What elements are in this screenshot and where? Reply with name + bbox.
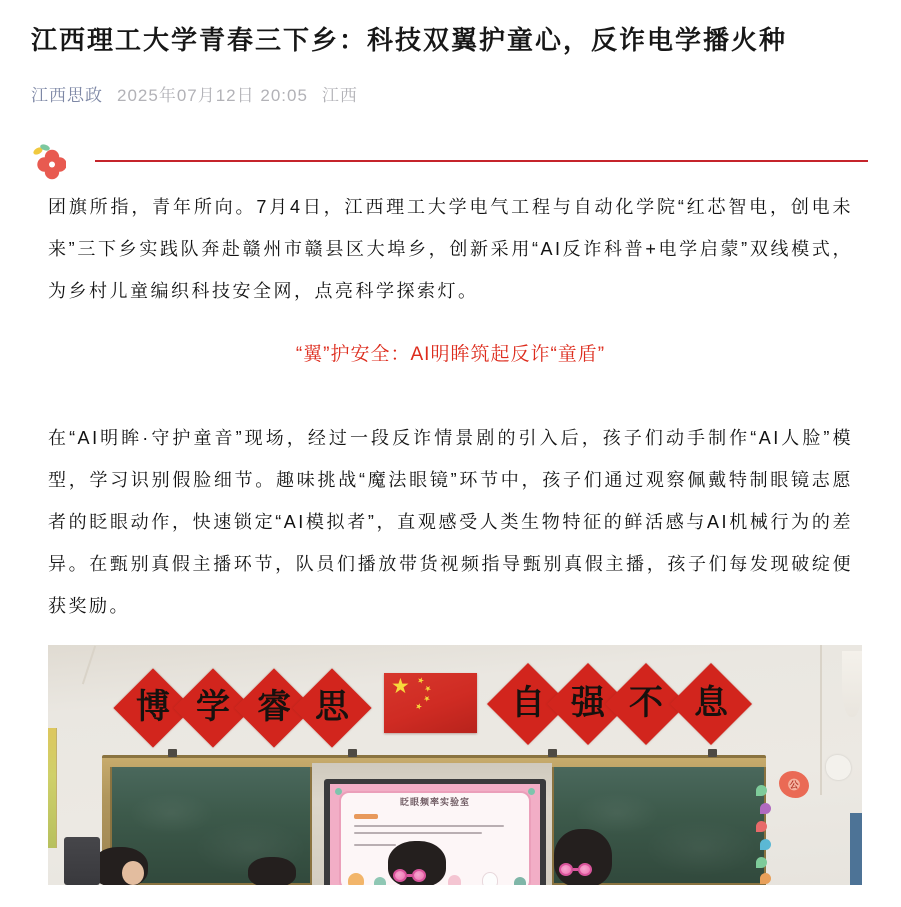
placard-diamond [670,663,752,745]
student-face [122,861,144,885]
article-body [0,186,901,885]
slide-text-line [354,832,482,834]
slide-text-line [354,844,396,846]
wall-poster [48,728,57,848]
board-clip [348,749,357,757]
slide-text-line [354,825,504,827]
byline [31,86,870,106]
cartoon-character [374,877,386,885]
wall-decoration [756,821,767,832]
student-head [248,857,296,885]
placard-char: 息 [694,685,728,722]
wall-decoration [760,839,771,850]
placard-char: 不 [629,685,663,722]
student-head [554,829,612,885]
cartoon-character [482,872,498,885]
publish-location: 江西 [321,86,358,105]
board-clip [708,749,717,757]
wall-decoration [760,803,771,814]
flag-star-icon: ★ [422,682,434,695]
cartoon-character [448,875,461,885]
paper-flower-white [826,755,851,780]
wall-seam [82,646,96,685]
placard-char: 睿 [257,689,291,726]
cartoon-character [348,873,364,885]
wall-decoration [756,857,767,868]
placard-char: 学 [196,689,230,726]
slide-corner-dot [528,788,535,795]
china-flag [384,673,477,733]
wall-seam [820,645,822,795]
placard-char: 自 [511,685,545,722]
red-divider-line [95,160,868,162]
flag-star-icon: ★ [421,692,433,705]
toy-glasses [559,863,592,876]
publish-date: 2025年07月12日 20:05 [117,86,308,105]
paragraph-2: 在“AI明眸·守护童音”现场，经过一段反诈情景剧的引入后，孩子们动手制作“AI人脸”模型，学习识别假脸细节。趣味挑战“魔法眼镜”环节中，孩子们通过观察佩戴特制眼镜志愿者的眨眼动作，快速锁定“AI模拟者”，直观感受人类生物特征的鲜活感与AI机械行为的差异。在甄别真假主播环节，队员们播放带货视频指导甄别真假主播，孩子们每发现破绽便获奖励。 [48,428,853,616]
flag-star-icon: ★ [413,701,424,712]
classroom-photo[interactable] [48,645,862,885]
toy-glasses [393,869,426,882]
flower-char: 公 [789,780,799,790]
blue-cabinet [850,813,862,885]
placard-char: 思 [315,689,349,726]
switch-panel [64,837,100,885]
wall-decoration [760,873,771,884]
placard-char: 强 [571,685,605,722]
flag-star-icon: ★ [391,675,410,698]
section-heading: “翼”护安全：AI明眸筑起反诈“童盾” [295,344,606,365]
slide-title: 眨眼频率实验室 [399,797,470,807]
board-clip [168,749,177,757]
slide-orange-label [354,814,378,819]
paper-flower-red [779,771,809,798]
account-name-link[interactable]: 江西思政 [31,86,103,105]
flower-icon [30,143,66,181]
cartoon-character [514,877,526,885]
paragraph-1: 团旗所指，青年所向。7月4日，江西理工大学电气工程与自动化学院“红芯智电，创电未来”三下乡实践队奔赴赣州市赣县区大埠乡，创新采用“AI反诈科普+电学启蒙”双线模式，为乡村儿童编织科技安全网，点亮科学探索灯。 [48,197,853,301]
board-clip [548,749,557,757]
hanging-paper [842,651,862,717]
wall-decoration [756,785,767,796]
page-title: 江西理工大学青春三下乡：科技双翼护童心，反诈电学播火种 [31,25,788,55]
flag-star-icon: ★ [415,675,426,686]
placard-char: 博 [136,689,170,726]
placard-diamond [292,668,371,747]
section-separator [0,143,901,183]
